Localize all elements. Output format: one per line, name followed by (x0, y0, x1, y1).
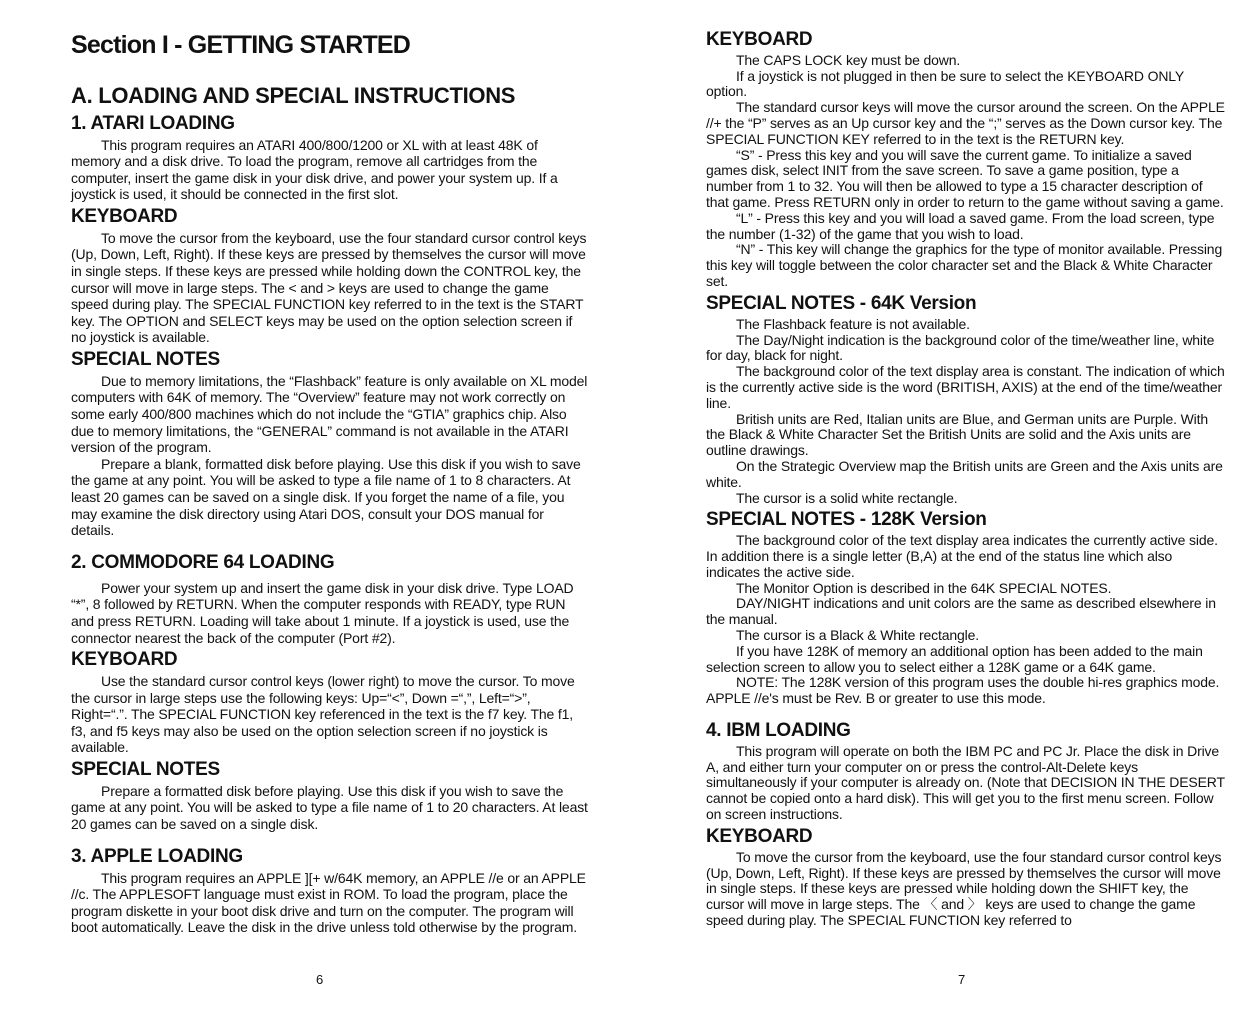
page-number-right: 7 (958, 972, 966, 987)
heading-atari-loading: 1. ATARI LOADING (71, 112, 235, 134)
atari-intro (71, 137, 588, 203)
paragraph: The Flashback feature is not available. (736, 315, 970, 332)
paragraph: DAY/NIGHT indications and unit colors are the same as described elsewhere in the manual. (706, 595, 1216, 628)
paragraph: The cursor is a solid white rectangle. (736, 489, 958, 506)
paragraph: Due to memory limitations, the “Flashback” feature is only available on XL model computers with 64K of memory. The “Overview” feature may not work correctly on some early 400/800 machines which do not include the “GTIA” graphics chip. Also due to memory limitations, the “GENERAL” command is not available in the ATARI version of the program. (71, 372, 588, 456)
commodore-intro (71, 580, 588, 646)
apple-intro (71, 870, 588, 936)
paragraph: Power your system up and insert the game disk in your disk drive. Type LOAD “*”, 8 followed by RETURN. When the computer responds with READY, type RUN and press RETURN. Loading will take about 1 minute. If a joystick is used, use the connector nearest the back of the computer (Port #2). (71, 579, 574, 646)
right-page (628, 0, 1257, 1011)
heading-special-notes-64k: SPECIAL NOTES - 64K Version (706, 292, 977, 314)
apple-keyboard-text (706, 53, 1227, 290)
paragraph: The background color of the text display area is constant. The indication of which is the currently active side is the word (BRITISH, AXIS) at the end of the time/weather line. (706, 363, 1225, 411)
notes-64k-text (706, 317, 1227, 507)
paragraph: The Day/Night indication is the background color of the time/weather line, white for day, black for night. (706, 331, 1215, 364)
atari-keyboard-text (71, 230, 588, 346)
notes-128k-text (706, 533, 1227, 707)
paragraph: To move the cursor from the keyboard, use the four standard cursor control keys (Up, Down, Left, Right). If these keys are pressed by themselves the cursor will move in single steps. If these keys are pressed while holding down the CONTROL key, the cursor will move in large steps. The < and > keys are used to change the game speed during play. The SPECIAL FUNCTION key referred to in the text is the START key. The OPTION and SELECT keys may be used on the option selection screen if no joystick is available. (71, 229, 587, 346)
heading-atari-special-notes: SPECIAL NOTES (71, 349, 220, 370)
heading-loading-instructions: A. LOADING AND SPECIAL INSTRUCTIONS (71, 82, 516, 108)
ibm-intro (706, 744, 1227, 823)
paragraph: The standard cursor keys will move the cursor around the screen. On the APPLE //+ the “P” serves as an Up cursor key and the “;” serves as the Down cursor key. The SPECIAL FUNCTION KEY referred to in the text is the RETURN key. (706, 99, 1225, 147)
section-title: Section I - GETTING STARTED (71, 31, 411, 59)
heading-apple-keyboard: KEYBOARD (706, 29, 813, 50)
heading-commodore-special-notes: SPECIAL NOTES (71, 758, 220, 780)
paragraph: This program requires an ATARI 400/800/1200 or XL with at least 48K of memory and a disk drive. To load the program, remove all cartridges from the computer, insert the game disk in your disk drive, and power your system up. If a joystick is used, it should be connected in the first slot. (71, 136, 558, 203)
paragraph: Prepare a formatted disk before playing. Use this disk if you wish to save the game at any point. You will be asked to type a file name of 1 to 20 characters. At least 20 games can be saved on a single disk. (71, 782, 588, 833)
paragraph: British units are Red, Italian units are Blue, and German units are Purple. With the Black & White Character Set the British Units are solid and the Axis units are outline drawings. (706, 410, 1209, 459)
heading-ibm-keyboard: KEYBOARD (706, 825, 813, 847)
atari-notes-text (71, 373, 588, 539)
paragraph: “N” - This key will change the graphics for the type of monitor available. Pressing this key will toggle between the color character set and the Black & White Character set. (706, 241, 1223, 290)
heading-atari-keyboard: KEYBOARD (71, 205, 178, 227)
paragraph: “S” - Press this key and you will save the current game. To initialize a saved games disk, select INIT from the save screen. To save a game position, type a number from 1 to 32. You will then be allowed to type a 15 character description of that game. Press RETURN only in order to return to the game without saving a game. (706, 146, 1224, 211)
paragraph: If you have 128K of memory an additional option has been added to the main selection screen to allow you to select either a 128K game or a 64K game. (706, 642, 1203, 675)
heading-apple-loading: 3. APPLE LOADING (71, 845, 243, 867)
page-number-left: 6 (316, 972, 324, 987)
paragraph: The Monitor Option is described in the 64K SPECIAL NOTES. (736, 579, 1112, 596)
paragraph: This program requires an APPLE ][+ w/64K memory, an APPLE //e or an APPLE //c. The APPLESOFT language must exist in ROM. To load the program, place the program diskette in your boot disk drive and turn on the computer. The program will boot automatically. Leave the disk in the drive unless told otherwise by the program. (71, 869, 586, 936)
paragraph: The cursor is a Black & White rectangle. (736, 626, 979, 643)
paragraph: “L” - Press this key and you will load a saved game. From the load screen, type the number (1-32) of the game that you wish to load. (706, 209, 1215, 242)
heading-ibm-loading: 4. IBM LOADING (706, 719, 851, 741)
heading-special-notes-128k: SPECIAL NOTES - 128K Version (706, 509, 987, 531)
heading-commodore-keyboard: KEYBOARD (71, 649, 178, 671)
commodore-keyboard-text (71, 673, 588, 756)
left-page (0, 0, 628, 1011)
paragraph: On the Strategic Overview map the British units are Green and the Axis units are white. (706, 457, 1223, 490)
paragraph: If a joystick is not plugged in then be sure to select the KEYBOARD ONLY option. (706, 67, 1184, 100)
paragraph: This program will operate on both the IBM PC and PC Jr. Place the disk in Drive A, and either turn your computer on or press the control-Alt-Delete keys simultaneously if your computer is already on. (Note that DECISION IN THE DESERT cannot be copied onto a hard disk). This will get you to the first menu screen. Follow on screen instructions. (706, 742, 1225, 823)
paragraph: The background color of the text display area indicates the currently active side. In addition there is a single letter (B,A) at the end of the status line which also indicates the active side. (706, 532, 1218, 580)
paragraph: Use the standard cursor control keys (lower right) to move the cursor. To move the cursor in large steps use the following keys: Up=“<”, Down =“,”, Left=“>”, Right=“.”. The SPECIAL FUNCTION key referenced in the text is the f7 key. The f1, f3, and f5 keys may also be used on the option selection screen if no joystick is available. (71, 672, 575, 756)
paragraph: Prepare a blank, formatted disk before playing. Use this disk if you wish to save the game at any point. You will be asked to type a file name of 1 to 8 characters. At least 20 games can be saved on a single disk. If you forget the name of a file, you may examine the disk directory using Atari DOS, consult your DOS manual for details. (71, 455, 581, 539)
paragraph: NOTE: The 128K version of this program uses the double hi-res graphics mode. APPLE //e's must be Rev. B or greater to use this mode. (706, 674, 1220, 707)
paragraph: To move the cursor from the keyboard, use the four standard cursor control keys (Up, Down, Left, Right). If these keys are pressed by themselves the cursor will move in single steps. If these keys are pressed while holding down the SHIFT key, the cursor will move in large steps. The 〈 and 〉 keys are used to change the game speed during play. The SPECIAL FUNCTION key referred to (706, 848, 1222, 928)
paragraph: The CAPS LOCK key must be down. (736, 51, 961, 68)
commodore-notes-text (71, 783, 588, 833)
ibm-keyboard-text (706, 850, 1227, 929)
heading-commodore-loading: 2. COMMODORE 64 LOADING (71, 551, 335, 573)
